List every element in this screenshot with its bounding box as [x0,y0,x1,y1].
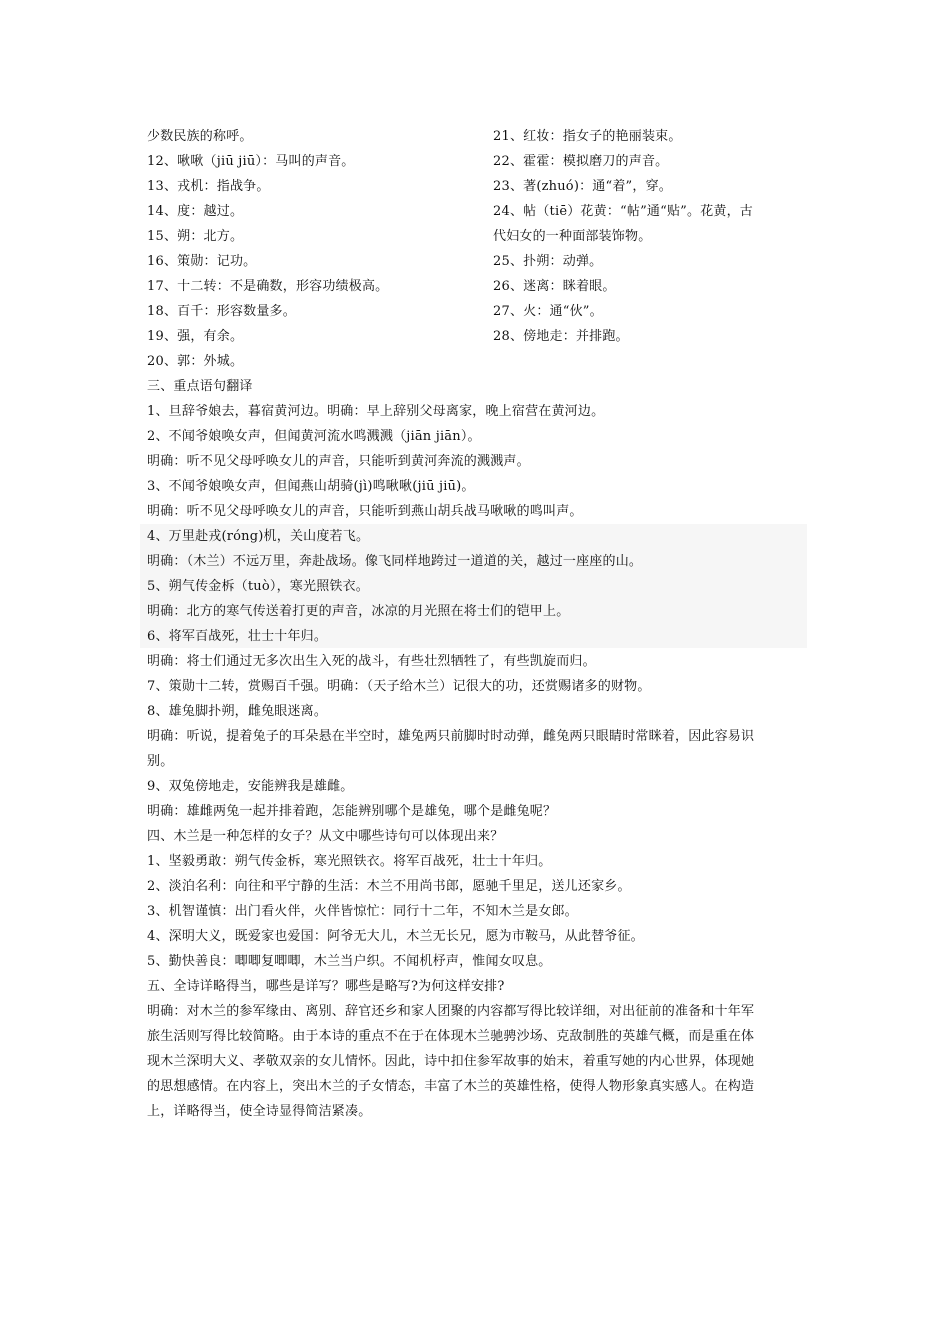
glossary-right-line: 27、火：通“伙”。 [493,304,603,319]
body-line: 明确：听不见父母呼唤女儿的声音，只能听到燕山胡兵战马啾啾的鸣叫声。 [147,504,583,519]
glossary-left-line: 13、戎机：指战争。 [147,179,270,194]
glossary-left-line: 16、策勋：记功。 [147,254,257,269]
body-line: 现木兰深明大义、孝敬双亲的女儿情怀。因此，诗中扣住参军故事的始末，着重写她的内心世界，体现她 [147,1054,755,1069]
body-line: 3、不闻爷娘唤女声，但闻燕山胡骑(jì)鸣啾啾(jiū jiū)。 [147,479,475,494]
body-line: 明确：（木兰）不远万里，奔赴战场。像飞同样地跨过一道道的关，越过一座座的山。 [147,554,643,569]
glossary-right-line: 26、迷离：眯着眼。 [493,279,616,294]
body-line: 7、策勋十二转，赏赐百千强。明确：（天子给木兰）记很大的功，还赏赐诸多的财物。 [147,679,651,694]
glossary-right-line: 24、帖（tiē）花黄：“帖”通“贴”。花黄，古 [493,204,754,219]
glossary-right-line: 28、傍地走：并排跑。 [493,329,629,344]
body-line: 2、不闻爷娘唤女声，但闻黄河流水鸣溅溅（jiān jiān）。 [147,429,481,444]
glossary-right-line: 25、扑朔：动弹。 [493,254,603,269]
body-line: 明确：北方的寒气传送着打更的声音，冰凉的月光照在将士们的铠甲上。 [147,604,570,619]
section-heading: 五、全诗详略得当，哪些是详写？哪些是略写?为何这样安排? [147,979,505,994]
glossary-left-line: 17、十二转：不是确数，形容功绩极高。 [147,279,389,294]
body-line: 5、朔气传金柝（tuò），寒光照铁衣。 [147,579,369,594]
glossary-left-line: 18、百千：形容数量多。 [147,304,296,319]
body-line: 2、淡泊名利：向往和平宁静的生活：木兰不用尚书郎，愿驰千里足，送儿还家乡。 [147,879,631,894]
glossary-left-line: 14、度：越过。 [147,204,244,219]
body-line: 6、将军百战死，壮士十年归。 [147,629,328,644]
glossary-right-line: 代妇女的一种面部装饰物。 [493,229,652,244]
body-line: 9、双兔傍地走，安能辨我是雄雌。 [147,779,354,794]
body-line: 1、旦辞爷娘去，暮宿黄河边。明确：早上辞别父母离家，晚上宿营在黄河边。 [147,404,605,419]
body-line: 4、深明大义，既爱家也爱国：阿爷无大儿，木兰无长兄，愿为市鞍马，从此替爷征。 [147,929,644,944]
glossary-right-line: 23、著(zhuó)：通“着”，穿。 [493,179,672,194]
glossary-left-line: 19、强，有余。 [147,329,244,344]
glossary-left-line: 20、郭：外城。 [147,354,244,369]
glossary-right-line: 22、霍霍：模拟磨刀的声音。 [493,154,669,169]
body-line: 别。 [147,754,174,769]
body-line: 4、万里赴戎(róng)机，关山度若飞。 [147,529,370,544]
body-line: 明确：对木兰的参军缘由、离别、辞官还乡和家人团聚的内容都写得比较详细，对出征前的准备和十年军 [147,1004,755,1019]
glossary-left-line: 少数民族的称呼。 [147,129,253,144]
body-line: 3、机智谨慎：出门看火伴，火伴皆惊忙：同行十二年，不知木兰是女郎。 [147,904,578,919]
body-line: 8、雄兔脚扑朔，雌兔眼迷离。 [147,704,328,719]
section-heading: 三、重点语句翻译 [147,379,253,394]
glossary-right-line: 21、红妆：指女子的艳丽装束。 [493,129,682,144]
body-line: 1、坚毅勇敢：朔气传金柝，寒光照铁衣。将军百战死，壮士十年归。 [147,854,552,869]
body-line: 明确：听说，提着兔子的耳朵悬在半空时，雄兔两只前脚时时动弹，雌兔两只眼睛时常眯着，因此容易识 [147,729,755,744]
body-line: 上，详略得当，使全诗显得简洁紧凑。 [147,1104,372,1119]
body-line: 明确：将士们通过无多次出生入死的战斗，有些壮烈牺牲了，有些凯旋而归。 [147,654,596,669]
glossary-left-line: 12、啾啾（jiū jiū）：马叫的声音。 [147,154,355,169]
body-line: 的思想感情。在内容上，突出木兰的子女情态，丰富了木兰的英雄性格，使得人物形象真实感人。在构造 [147,1079,755,1094]
body-line: 明确：听不见父母呼唤女儿的声音，只能听到黄河奔流的溅溅声。 [147,454,530,469]
body-line: 5、勤快善良：唧唧复唧唧，木兰当户织。不闻机杼声，惟闻女叹息。 [147,954,552,969]
glossary-left-line: 15、朔：北方。 [147,229,244,244]
body-line: 明确：雄雌两兔一起并排着跑，怎能辨别哪个是雄兔，哪个是雌兔呢？ [147,804,557,819]
section-heading: 四、木兰是一种怎样的女子？从文中哪些诗句可以体现出来？ [147,829,504,844]
body-line: 旅生活则写得比较简略。由于本诗的重点不在于在体现木兰驰骋沙场、克敌制胜的英雄气概，而是重在体 [147,1029,755,1044]
